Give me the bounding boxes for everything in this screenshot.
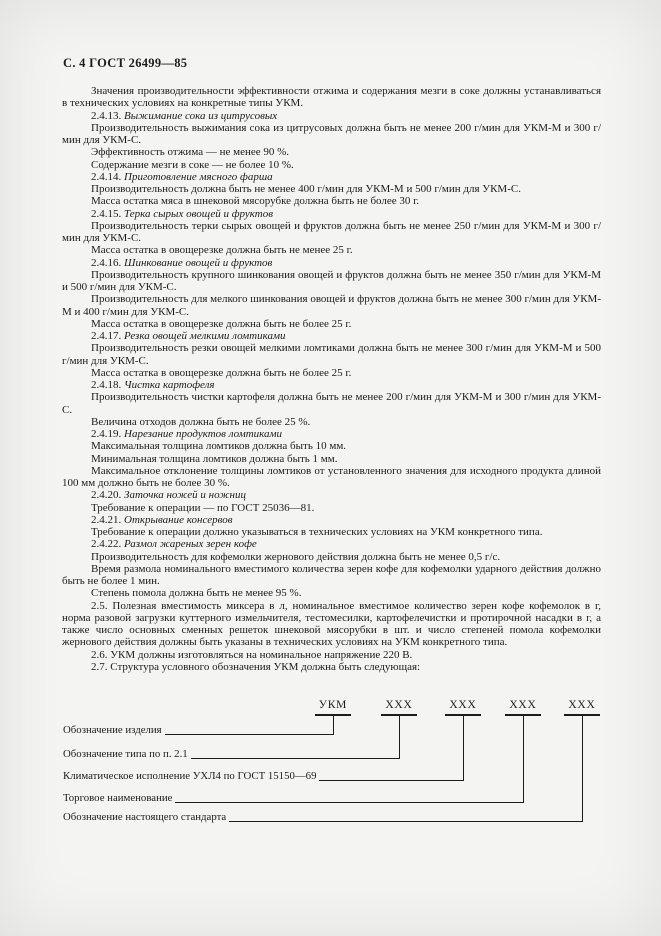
paragraph (62, 183, 601, 195)
document-body (62, 85, 601, 673)
paragraph (62, 661, 601, 673)
paragraph-text: 2.4.17. (91, 330, 124, 342)
heading-title-text: Заточка ножей и ножниц (124, 489, 246, 502)
paragraph (62, 465, 601, 490)
connector-horizontal-line (191, 758, 400, 759)
paragraph-text: 2.4.19. (91, 428, 124, 440)
column-underline (381, 714, 417, 716)
heading-title-text: Чистка картофеля (124, 379, 215, 391)
section-heading (62, 538, 601, 550)
connector-vertical-line (582, 716, 584, 822)
paragraph-text: 2.6. УКМ должны изготовляться на номинальное напряжение 220 В. (91, 648, 413, 661)
paragraph-text: Производительность резки овощей мелкими ломтиками должна быть не менее 300 г/мин для УКМ-М и 500 г/мин для УКМ-С. (62, 342, 601, 367)
paragraph (62, 551, 601, 563)
heading-title-text: Нарезание продуктов ломтиками (124, 428, 283, 440)
paragraph (62, 195, 601, 207)
paragraph (62, 502, 601, 514)
paragraph-text: 2.4.22. (91, 538, 124, 551)
paragraph-text: Производительность для кофемолки жернового действия должна быть не менее 0,5 г/с. (91, 550, 501, 563)
paragraph-text: Максимальное отклонение толщины ломтиков от установленного значения для исходного продукта длиной 100 мм должно быть не более 30 %. (62, 464, 601, 489)
section-heading (62, 208, 601, 220)
heading-title-text: Открывание консервов (124, 513, 233, 526)
paragraph-text: Производительность выжимания сока из цитрусовых должна быть не менее 200 г/мин для УКМ-М и 300 г/мин для УКМ-С. (62, 121, 601, 146)
connector-vertical-line (399, 716, 401, 759)
connector-horizontal-line (175, 802, 524, 803)
paragraph-text: Максимальная толщина ломтиков должна быть 10 мм. (91, 440, 347, 453)
paragraph-text: Масса остатка в овощерезке должна быть не более 25 г. (91, 317, 352, 330)
column-underline (315, 714, 351, 716)
paragraph-text: Содержание мезги в соке — не более 10 %. (91, 158, 294, 171)
paragraph-text: Степень помола должна быть не менее 95 %. (91, 587, 302, 600)
paragraph (62, 244, 601, 256)
paragraph-text: 2.4.21. (91, 513, 124, 526)
paragraph (62, 293, 601, 318)
connector-vertical-line (333, 716, 335, 735)
designation-column-code: УКМ (318, 699, 348, 711)
paragraph (62, 220, 601, 245)
paragraph (62, 649, 601, 661)
designation-column-code: XXX (385, 699, 413, 711)
paragraph-text: 2.4.15. (91, 207, 124, 220)
paragraph (62, 269, 601, 294)
designation-label: Обозначение настоящего стандарта (63, 811, 227, 823)
designation-row (63, 809, 583, 823)
section-heading (62, 257, 601, 269)
designation-row (63, 722, 334, 736)
designation-label: Обозначение типа по п. 2.1 (63, 748, 188, 760)
paragraph (62, 563, 601, 588)
section-heading (62, 330, 601, 342)
designation-row (63, 790, 524, 804)
paragraph-text: Производительность терки сырых овощей и фруктов должна быть не менее 250 г/мин для УКМ-М и 300 г/мин для УКМ-С. (62, 219, 601, 244)
paragraph (62, 85, 601, 110)
designation-column-code: XXX (509, 699, 537, 711)
paragraph (62, 453, 601, 465)
paragraph-text: 2.4.16. (91, 256, 124, 269)
paragraph-text: 2.4.20. (91, 489, 124, 502)
paragraph-text: Время размола номинального вместимого количества зерен кофе для кофемолки ударного действия должно быть не более 1 мин. (62, 562, 601, 587)
paragraph-text: Производительность должна быть не менее 400 г/мин для УКМ-М и 500 г/мин для УКМ-С. (91, 183, 521, 195)
section-heading (62, 428, 601, 440)
paragraph (62, 318, 601, 330)
designation-column-code: XXX (568, 699, 596, 711)
paragraph-text: Эффективность отжима — не менее 90 %. (91, 146, 290, 159)
paragraph (62, 526, 601, 538)
designation-label: Климатическое исполнение УХЛ4 по ГОСТ 15150—69 (63, 770, 317, 782)
connector-horizontal-line (319, 780, 464, 781)
paragraph-text: 2.5. Полезная вместимость миксера в л, номинальное вместимое количество зерен кофе кофемолок в г, норма разовой загрузки куттерного измельчителя, тестомесилки, картофелечистки и протирочной насадки в г, а также число основных сменных решеток шнековой мясорубки в шт. и число степеней помола кофемолки жернового действия должны быть указаны в технических условиях на УКМ конкретного типа. (62, 599, 601, 649)
connector-horizontal-line (165, 734, 334, 735)
paragraph (62, 122, 601, 147)
column-underline (445, 714, 481, 716)
designation-row (63, 746, 400, 760)
heading-title-text: Шинкование овощей и фруктов (124, 256, 273, 269)
paragraph (62, 416, 601, 428)
paragraph-text: Требование к операции должно указываться в технических условиях на УКМ конкретного типа. (91, 526, 543, 538)
section-heading (62, 171, 601, 183)
paragraph (62, 159, 601, 171)
paragraph-text: Производительность чистки картофеля должна быть не менее 200 г/мин для УКМ-М и 300 г/мин для УКМ-С. (62, 391, 601, 416)
paragraph (62, 600, 601, 649)
section-heading (62, 489, 601, 501)
paragraph (62, 440, 601, 452)
paragraph-text: Масса остатка мяса в шнековой мясорубке должна быть не более 30 г. (91, 195, 420, 208)
connector-vertical-line (523, 716, 525, 803)
heading-title-text: Терка сырых овощей и фруктов (124, 207, 273, 220)
paragraph-text: Масса остатка в овощерезке должна быть не более 25 г. (91, 366, 352, 379)
paragraph-text: Требование к операции — по ГОСТ 25036—81. (91, 501, 315, 514)
paragraph-text: 2.4.13. (91, 109, 124, 122)
heading-title-text: Приготовление мясного фарша (124, 170, 273, 183)
heading-title-text: Размол жареных зерен кофе (124, 538, 257, 551)
section-heading (62, 379, 601, 391)
section-heading (62, 110, 601, 122)
paragraph-text: 2.4.14. (91, 170, 124, 183)
section-heading (62, 514, 601, 526)
heading-title-text: Резка овощей мелкими ломтиками (124, 330, 286, 342)
designation-label: Обозначение изделия (63, 724, 162, 736)
column-underline (564, 714, 600, 716)
connector-horizontal-line (229, 821, 583, 822)
paragraph-text: Производительность для мелкого шинкования овощей и фруктов должна быть не менее 300 г/мин для УКМ-М и 400 г/мин для УКМ-С. (62, 293, 602, 318)
paragraph-text: Величина отходов должна быть не более 25 %. (91, 415, 311, 428)
page-header: С. 4 ГОСТ 26499—85 (63, 56, 188, 70)
designation-row (63, 768, 464, 782)
paragraph (62, 391, 601, 416)
designation-column-code: XXX (449, 699, 477, 711)
paragraph-text: Минимальная толщина ломтиков должна быть 1 мм. (91, 452, 338, 465)
designation-label: Торговое наименование (63, 792, 173, 804)
paragraph-text: Масса остатка в овощерезке должна быть не менее 25 г. (91, 244, 353, 257)
heading-title-text: Выжимание сока из цитрусовых (124, 109, 278, 122)
paragraph-text: Значения производительности эффективности отжима и содержания мезги в соке должны устанавливаться в технических условиях на конкретные типы УКМ. (62, 85, 601, 110)
column-underline (505, 714, 541, 716)
paragraph (62, 342, 601, 367)
paragraph-text: 2.4.18. (91, 379, 124, 391)
paragraph (62, 367, 601, 379)
connector-vertical-line (463, 716, 465, 781)
paragraph-text: Производительность крупного шинкования овощей и фруктов должна быть не менее 350 г/мин для УКМ-М и 500 г/мин для УКМ-С. (62, 268, 601, 293)
paragraph (62, 587, 601, 599)
paragraph (62, 146, 601, 158)
paragraph-text: 2.7. Структура условного обозначения УКМ должна быть следующая: (91, 660, 421, 673)
